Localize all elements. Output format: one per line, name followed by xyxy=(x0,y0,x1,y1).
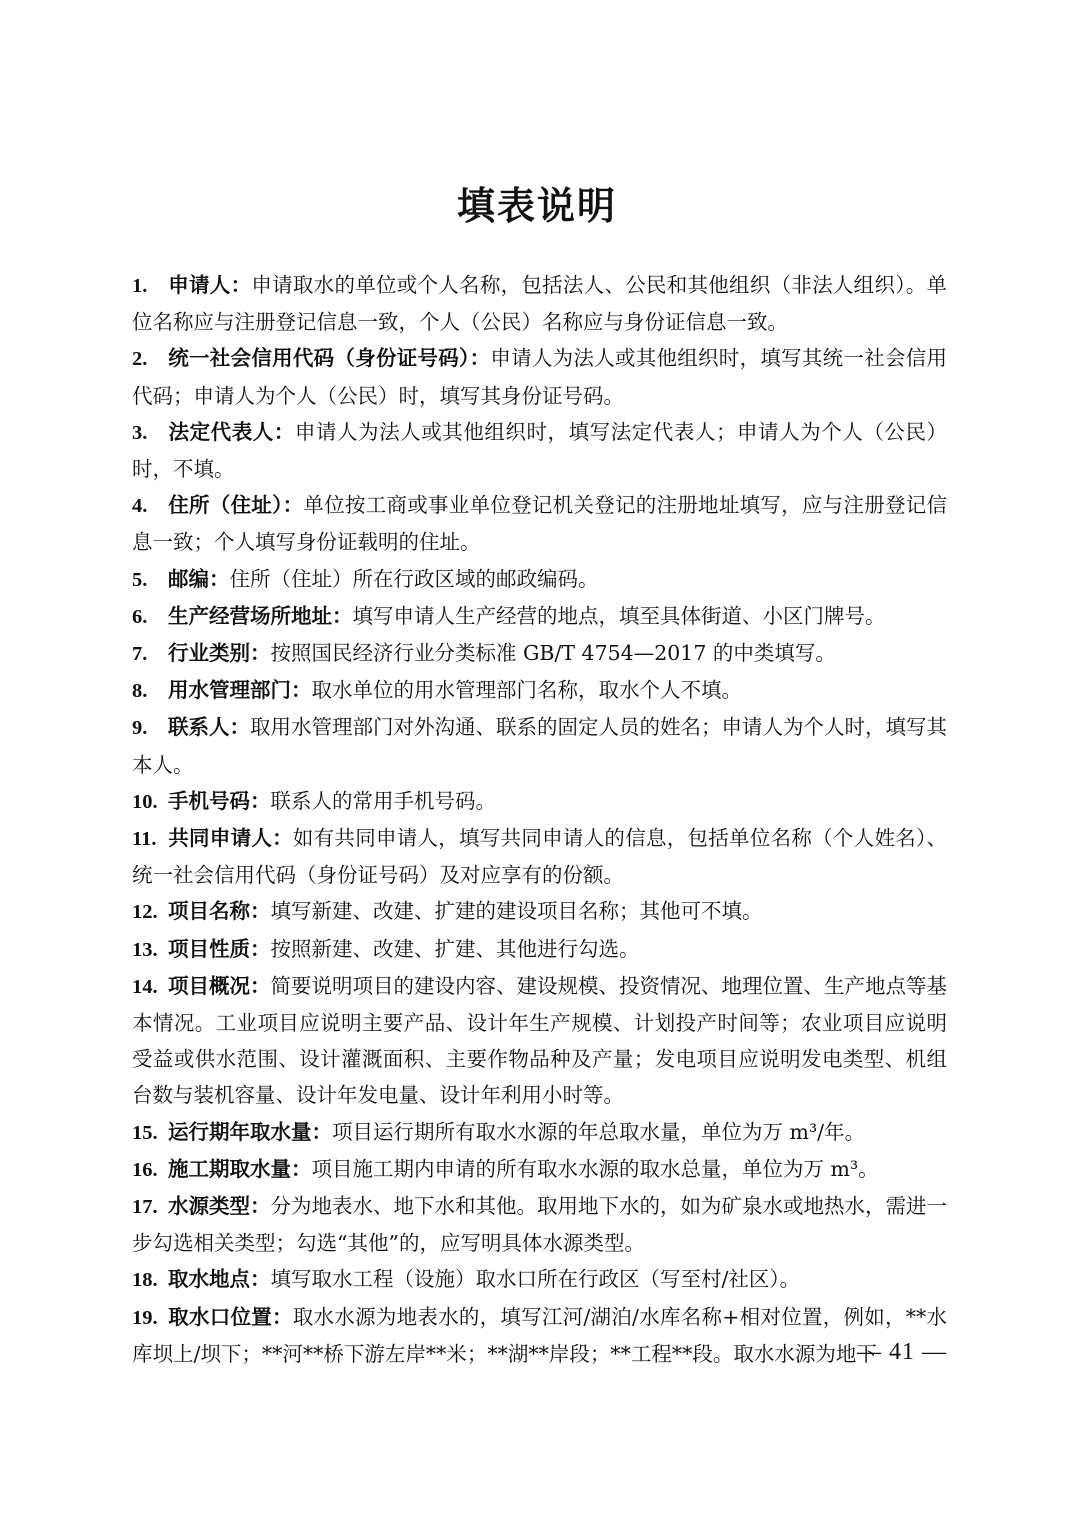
item-number: 16. xyxy=(132,1158,158,1181)
item-description: 按照国民经济行业分类标准 GB/T 4754—2017 的中类填写。 xyxy=(270,641,836,666)
item-number: 2. xyxy=(132,348,148,371)
instructions-list xyxy=(132,267,947,1372)
list-item xyxy=(132,414,947,487)
list-item xyxy=(132,783,947,820)
item-term: 水源类型： xyxy=(168,1194,271,1219)
item-description: 填写取水工程（设施）取水口所在行政区（写至村/社区）。 xyxy=(270,1267,801,1292)
item-number: 13. xyxy=(132,938,158,961)
item-description: 简要说明项目的建设内容、建设规模、投资情况、地理位置、生产地点等基本情况。工业项目应说明主要产品、设计年生产规模、计划投产时间等；农业项目应说明受益或供水范围、设计灌溉面积、主要作物品种及产量；发电项目应说明发电类型、机组台数与装机容量、设计年发电量、设计年利用小时等。 xyxy=(132,973,947,1108)
item-term: 联系人： xyxy=(168,715,250,740)
list-item xyxy=(132,893,947,930)
item-term: 生产经营场所地址： xyxy=(168,603,353,628)
item-term: 行业类别： xyxy=(168,641,271,666)
list-item xyxy=(132,931,947,968)
item-term: 项目概况： xyxy=(168,973,271,998)
item-description: 取水单位的用水管理部门名称，取水个人不填。 xyxy=(311,678,742,703)
item-term: 项目名称： xyxy=(168,899,271,924)
item-description: 填写申请人生产经营的地点，填至具体街道、小区门牌号。 xyxy=(352,603,886,628)
item-description: 按照新建、改建、扩建、其他进行勾选。 xyxy=(270,936,640,961)
item-number: 15. xyxy=(132,1121,158,1144)
item-term: 申请人： xyxy=(168,273,252,297)
item-description: 申请取水的单位或个人名称，包括法人、公民和其他组织（非法人组织）。单位名称应与注册登记信息一致，个人（公民）名称应与身份证信息一致。 xyxy=(132,273,948,335)
list-item xyxy=(132,340,947,413)
list-item xyxy=(132,672,947,709)
item-description: 如有共同申请人，填写共同申请人的信息，包括单位名称（个人姓名）、统一社会信用代码（身份证号码）及对应享有的份额。 xyxy=(132,826,948,888)
item-description: 取水水源为地表水的，填写江河/湖泊/水库名称+相对位置，例如，**水库坝上/坝下；**河**桥下游左岸**米；**湖**岸段；**工程**段。取水水源为地下 xyxy=(132,1304,947,1366)
item-number: 10. xyxy=(132,790,158,813)
item-description: 项目施工期内申请的所有取水水源的取水总量，单位为万 m³。 xyxy=(311,1156,879,1181)
list-item xyxy=(132,709,947,782)
item-term: 住所（住址）： xyxy=(168,493,304,518)
list-item xyxy=(132,1188,947,1261)
item-description: 单位按工商或事业单位登记机关登记的注册地址填写，应与注册登记信息一致；个人填写身份证载明的住址。 xyxy=(132,493,948,555)
item-number: 4. xyxy=(132,495,148,518)
list-item xyxy=(132,487,947,560)
item-number: 18. xyxy=(132,1269,158,1292)
item-term: 施工期取水量： xyxy=(168,1156,312,1181)
item-number: 7. xyxy=(132,643,148,666)
page-title: 填表说明 xyxy=(456,183,617,228)
list-item xyxy=(132,1114,947,1151)
item-description: 填写新建、改建、扩建的建设项目名称；其他可不填。 xyxy=(270,899,763,924)
list-item xyxy=(132,1151,947,1188)
item-term: 运行期年取水量： xyxy=(168,1119,332,1144)
list-item xyxy=(132,968,947,1114)
item-number: 17. xyxy=(132,1196,158,1219)
item-description: 分为地表水、地下水和其他。取用地下水的，如为矿泉水或地热水，需进一步勾选相关类型；勾选“其他”的，应写明具体水源类型。 xyxy=(132,1194,947,1256)
list-item xyxy=(132,267,947,340)
item-term: 项目性质： xyxy=(168,936,271,961)
item-term: 共同申请人： xyxy=(168,826,293,851)
item-term: 取水地点： xyxy=(168,1267,271,1292)
item-number: 14. xyxy=(132,975,158,998)
list-item xyxy=(132,1261,947,1298)
item-number: 1. xyxy=(132,275,148,297)
item-term: 取水口位置： xyxy=(168,1304,293,1329)
item-number: 12. xyxy=(132,901,158,924)
item-number: 3. xyxy=(132,421,148,444)
item-description: 住所（住址）所在行政区域的邮政编码。 xyxy=(229,566,599,591)
item-term: 法定代表人： xyxy=(168,419,295,444)
list-item xyxy=(132,635,947,672)
item-description: 取用水管理部门对外沟通、联系的固定人员的姓名；申请人为个人时，填写其本人。 xyxy=(132,715,947,777)
item-term: 统一社会信用代码（身份证号码）： xyxy=(168,346,491,371)
list-item xyxy=(132,1299,947,1372)
item-number: 6. xyxy=(132,605,148,628)
item-description: 申请人为法人或其他组织时，填写法定代表人；申请人为个人（公民）时，不填。 xyxy=(132,419,948,482)
item-number: 5. xyxy=(132,568,148,591)
list-item xyxy=(132,820,947,893)
page-number: — 41 — xyxy=(857,1339,947,1365)
item-number: 9. xyxy=(132,717,148,740)
item-description: 项目运行期所有取水水源的年总取水量，单位为万 m³/年。 xyxy=(332,1119,866,1144)
item-number: 19. xyxy=(132,1306,158,1329)
item-term: 邮编： xyxy=(168,566,230,591)
list-item xyxy=(132,598,947,635)
list-item xyxy=(132,561,947,598)
item-term: 手机号码： xyxy=(168,788,271,813)
item-number: 11. xyxy=(132,828,157,851)
item-description: 申请人为法人或其他组织时，填写其统一社会信用代码；申请人为个人（公民）时，填写其身份证号码。 xyxy=(132,346,948,408)
item-number: 8. xyxy=(132,680,148,703)
item-description: 联系人的常用手机号码。 xyxy=(270,788,496,813)
item-term: 用水管理部门： xyxy=(168,678,312,703)
